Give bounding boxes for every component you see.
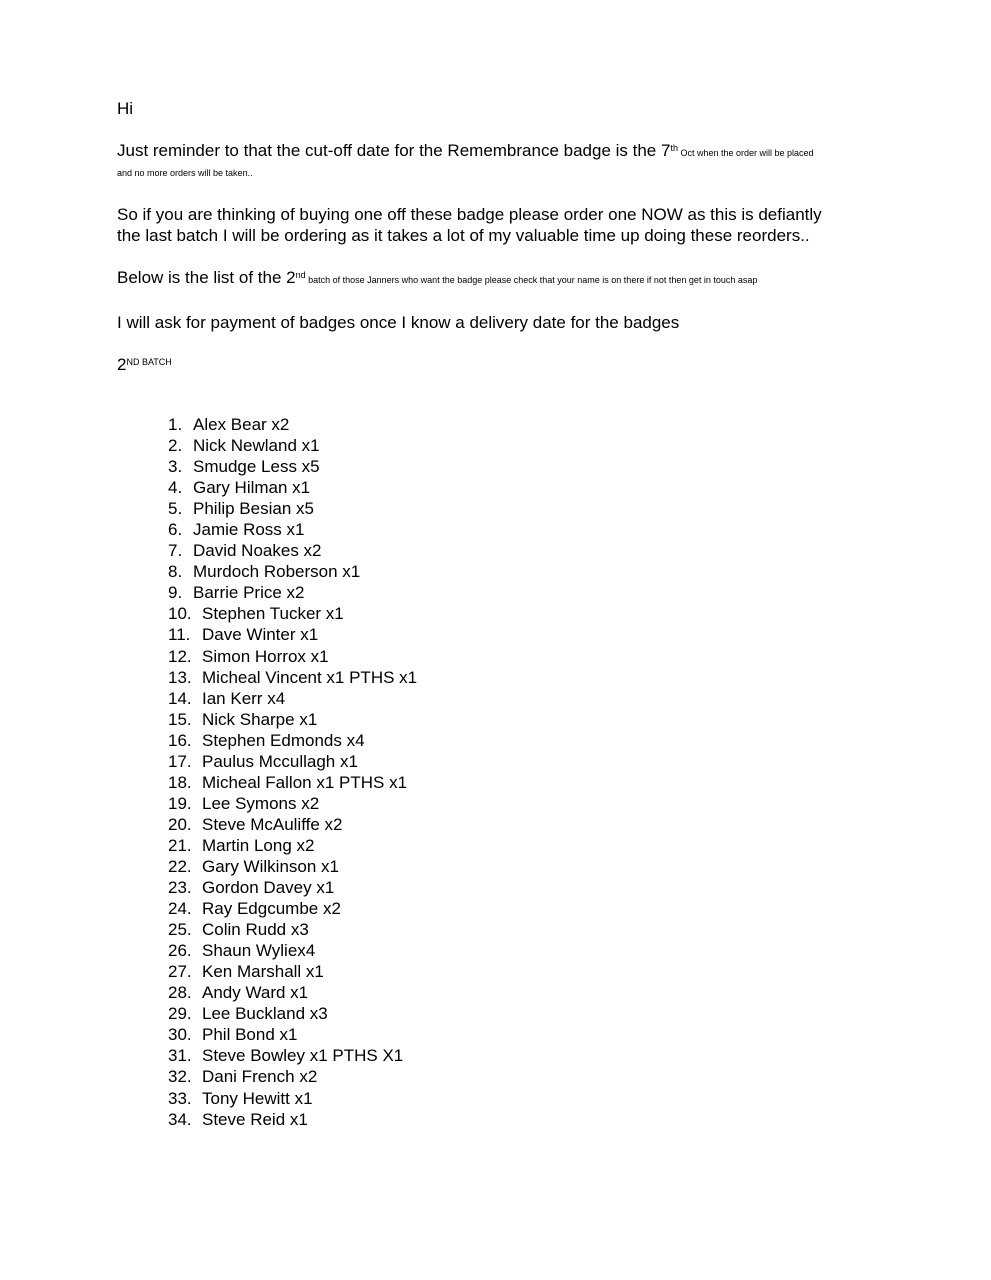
list-item-number: 23. (168, 878, 192, 898)
list-item-number: 29. (168, 1004, 192, 1024)
list-item (168, 688, 417, 709)
list-item-text: Gary Wilkinson x1 (202, 856, 339, 876)
list-item-text: Alex Bear x2 (193, 415, 290, 434)
list-item (168, 1088, 417, 1109)
list-item-text: Barrie Price x2 (193, 583, 305, 603)
list-item-text: Lee Symons x2 (202, 793, 320, 813)
list-item-text: Paulus Mccullagh x1 (202, 751, 358, 771)
list-item-text: Stephen Edmonds x4 (202, 730, 365, 750)
list-item-number: 15. (168, 709, 192, 729)
list-item-text: Micheal Vincent x1 PTHS x1 (202, 667, 418, 687)
list-item (168, 1109, 417, 1130)
list-item-number: 25. (168, 920, 192, 940)
batch-heading-line (117, 354, 887, 375)
list-item (168, 477, 417, 498)
list-item-text: Gary Hilman x1 (193, 478, 311, 498)
list-item (168, 414, 417, 435)
list-item (168, 667, 417, 688)
below-tail: batch of those Janners who want the badge please check that your name is on there if not then get in touch asap (305, 275, 758, 285)
list-item-text: Steve Reid x1 (202, 1109, 308, 1129)
list-item-text: Nick Newland x1 (193, 436, 320, 456)
list-item-text: Andy Ward x1 (202, 983, 309, 1003)
greeting: Hi (117, 99, 134, 118)
reminder-line (117, 140, 887, 164)
list-item (168, 919, 417, 940)
list-item-text: Micheal Fallon x1 PTHS x1 (202, 772, 408, 792)
list-item-number: 4. (168, 478, 183, 498)
list-item (168, 751, 417, 772)
list-item-number: 31. (168, 1046, 192, 1066)
list-item-text: Phil Bond x1 (202, 1025, 298, 1045)
list-item-number: 8. (168, 562, 183, 582)
list-item-number: 16. (168, 730, 192, 750)
list-item-number: 9. (168, 583, 183, 603)
below-sup: nd (295, 270, 306, 280)
list-item (168, 603, 417, 624)
list-item-text: Ken Marshall x1 (202, 962, 324, 982)
reminder-sup: th (670, 143, 678, 153)
list-item-number: 17. (168, 751, 192, 771)
list-item-number: 24. (168, 899, 192, 919)
list-item (168, 498, 417, 519)
list-item (168, 646, 417, 667)
so-if-paragraph (117, 204, 887, 246)
list-item (168, 435, 417, 456)
so-if-line-2: the last batch I will be ordering as it takes a lot of my valuable time up doing these reorders.. (117, 226, 810, 245)
below-paragraph (117, 267, 887, 291)
below-line (117, 267, 887, 291)
badge-order-list (168, 414, 417, 1130)
list-item-text: Lee Buckland x3 (202, 1004, 328, 1024)
list-item (168, 519, 417, 540)
reminder-main: Just reminder to that the cut-off date for the Remembrance badge is the 7 (117, 141, 671, 160)
reminder-line-2: and no more orders will be taken.. (117, 168, 253, 178)
list-item (168, 1045, 417, 1066)
list-item-text: Steve McAuliffe x2 (202, 814, 343, 834)
list-item-text: Jamie Ross x1 (193, 520, 305, 540)
list-item-number: 20. (168, 814, 192, 834)
list-item-text: Philip Besian x5 (193, 499, 314, 519)
list-item-text: David Noakes x2 (193, 541, 322, 561)
list-item-text: Stephen Tucker x1 (202, 604, 344, 624)
list-item-number: 1. (168, 415, 183, 434)
list-item-text: Simon Horrox x1 (202, 646, 329, 666)
list-item-number: 34. (168, 1109, 192, 1129)
list-item-number: 32. (168, 1067, 192, 1087)
list-item (168, 982, 417, 1003)
list-item-number: 6. (168, 520, 183, 540)
list-item-number: 27. (168, 962, 192, 982)
list-item-number: 28. (168, 983, 192, 1003)
list-item-number: 33. (168, 1088, 192, 1108)
list-item-text: Colin Rudd x3 (202, 920, 309, 940)
list-item-number: 14. (168, 688, 192, 708)
list-item (168, 730, 417, 751)
batch-heading-sup: ND BATCH (126, 357, 172, 367)
list-item-text: Tony Hewitt x1 (202, 1088, 313, 1108)
payment-paragraph (117, 312, 887, 333)
list-item (168, 940, 417, 961)
list-item (168, 456, 417, 477)
so-if-line-1: So if you are thinking of buying one off these badge please order one NOW as this is defiantly (117, 205, 822, 224)
list-item-number: 7. (168, 541, 183, 561)
list-item-number: 12. (168, 646, 192, 666)
list-item (168, 877, 417, 898)
list-item-number: 18. (168, 772, 192, 792)
list-item (168, 898, 417, 919)
list-item-text: Smudge Less x5 (193, 457, 320, 477)
list-item (168, 582, 417, 603)
list-item-number: 11. (168, 625, 191, 645)
list-item-text: Murdoch Roberson x1 (193, 562, 361, 582)
list-item (168, 709, 417, 730)
list-item-number: 19. (168, 793, 192, 813)
list-item (168, 1066, 417, 1087)
list-item (168, 772, 417, 793)
list-item (168, 1024, 417, 1045)
list-item (168, 624, 417, 645)
list-item (168, 835, 417, 856)
list-item-number: 30. (168, 1025, 192, 1045)
list-item-number: 13. (168, 667, 192, 687)
below-main: Below is the list of the 2 (117, 268, 296, 287)
list-item (168, 961, 417, 982)
list-item-number: 21. (168, 835, 192, 855)
list-item-number: 26. (168, 941, 192, 961)
list-item-text: Dave Winter x1 (202, 625, 319, 645)
reminder-paragraph (117, 140, 887, 180)
list-item-text: Ian Kerr x4 (202, 688, 286, 708)
batch-heading-main: 2 (117, 355, 127, 374)
list-item-text: Ray Edgcumbe x2 (202, 899, 341, 919)
list-item-text: Gordon Davey x1 (202, 878, 335, 898)
list-item (168, 814, 417, 835)
list-item-text: Dani French x2 (202, 1067, 318, 1087)
list-item-number: 22. (168, 856, 192, 876)
list-item (168, 856, 417, 877)
batch-heading (117, 354, 887, 375)
list-item (168, 1003, 417, 1024)
payment-line: I will ask for payment of badges once I know a delivery date for the badges (117, 313, 680, 332)
list-item (168, 561, 417, 582)
list-item-text: Shaun Wyliex4 (202, 941, 316, 961)
list-item (168, 540, 417, 561)
list-item-number: 5. (168, 499, 183, 519)
reminder-tail: Oct when the order will be placed (677, 148, 814, 158)
list-item (168, 793, 417, 814)
list-item-number: 3. (168, 457, 183, 477)
list-item-number: 2. (168, 436, 183, 456)
list-item-text: Martin Long x2 (202, 835, 315, 855)
document-body (117, 98, 887, 375)
list-item-number: 10. (168, 604, 192, 624)
list-item-text: Nick Sharpe x1 (202, 709, 318, 729)
list-item-text: Steve Bowley x1 PTHS X1 (202, 1046, 404, 1066)
